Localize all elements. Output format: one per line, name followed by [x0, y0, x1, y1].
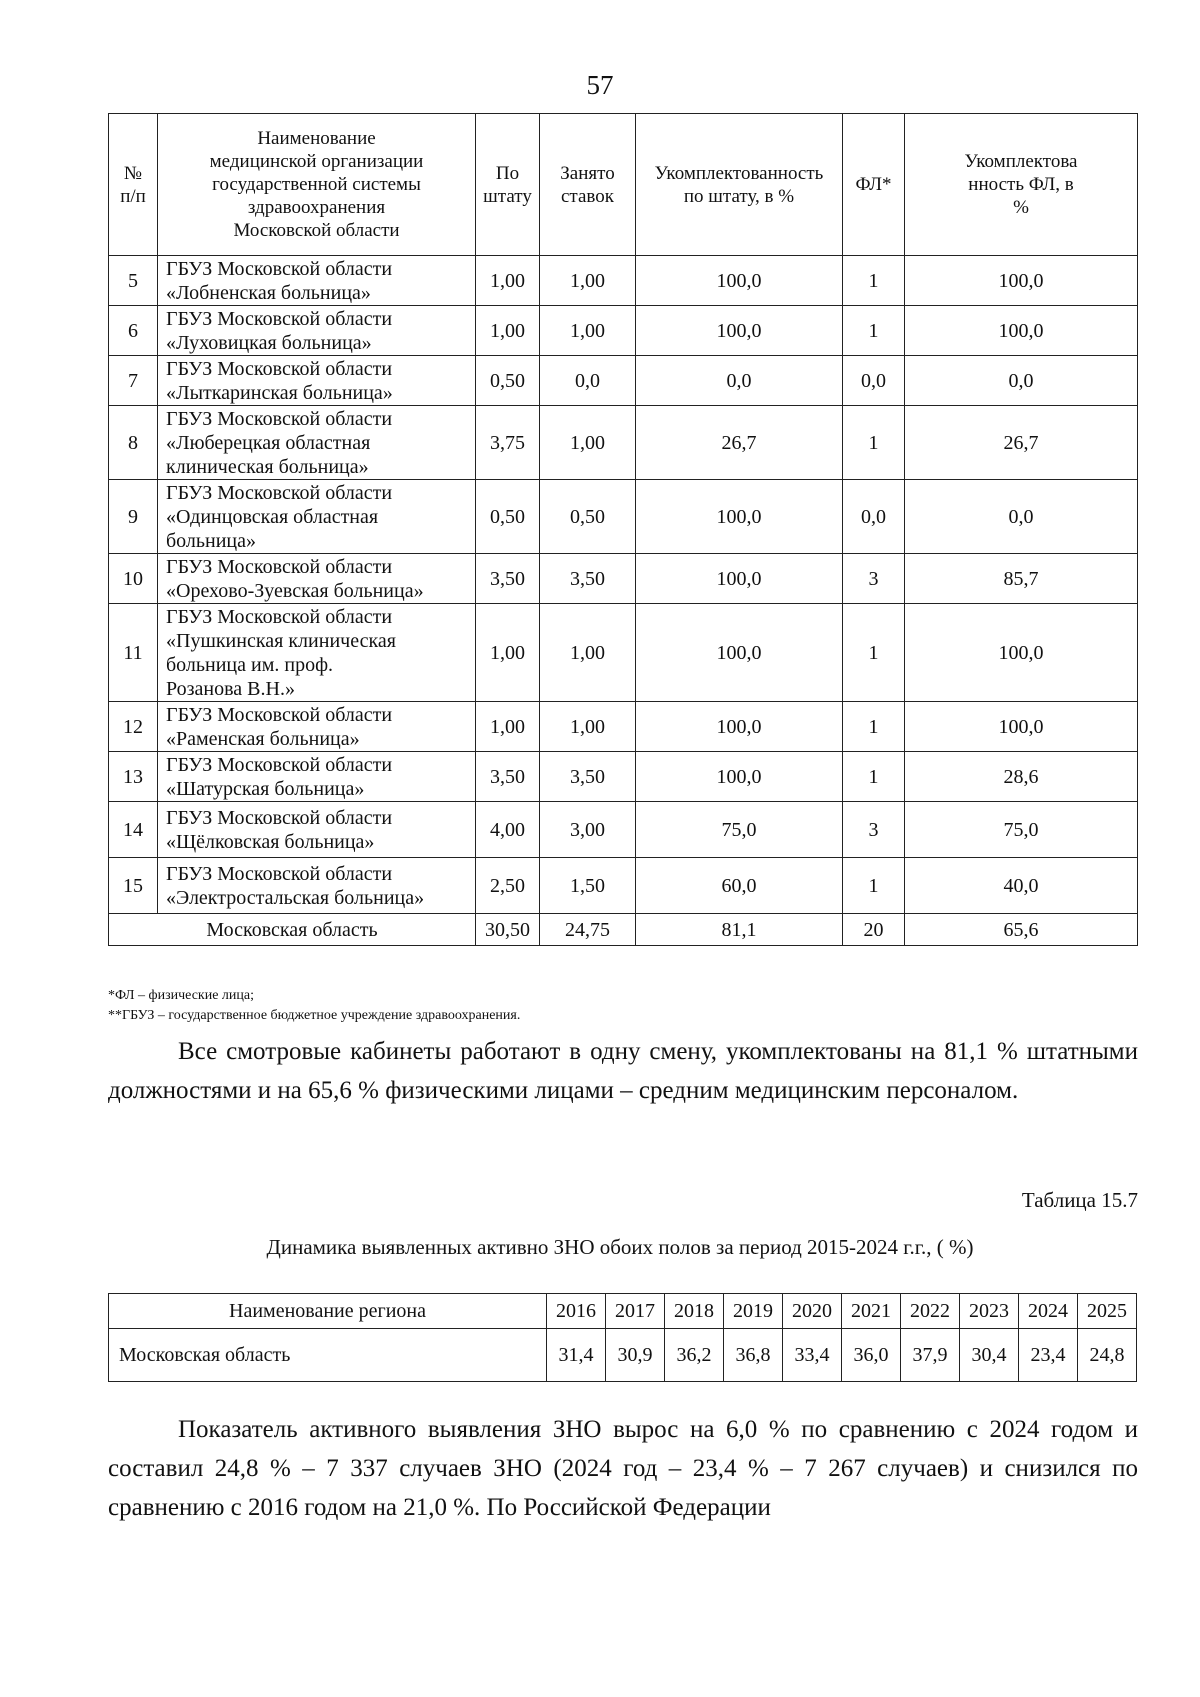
header-staff: По штату	[476, 114, 540, 256]
staff-positions: 4,00	[476, 802, 540, 858]
year-value: 24,8	[1078, 1329, 1137, 1382]
table-row	[109, 480, 1138, 554]
organization-name: ГБУЗ Московской области «Одинцовская областная больница»	[158, 480, 476, 554]
year-value: 36,8	[724, 1329, 783, 1382]
fl-count: 1	[843, 702, 905, 752]
table-row	[109, 256, 1138, 306]
table-row	[109, 604, 1138, 702]
header-fl-percent: Укомплектова нность ФЛ, в %	[905, 114, 1138, 256]
header-year: 2021	[842, 1294, 901, 1329]
organization-name: ГБУЗ Московской области «Шатурская больница»	[158, 752, 476, 802]
footnotes	[108, 986, 520, 1026]
total-percent: 81,1	[636, 914, 843, 946]
staff-percent: 0,0	[636, 356, 843, 406]
staff-positions: 1,00	[476, 702, 540, 752]
organization-name: ГБУЗ Московской области «Люберецкая областная клиническая больница»	[158, 406, 476, 480]
table-row	[109, 554, 1138, 604]
row-number: 9	[109, 480, 158, 554]
table-row	[109, 858, 1138, 914]
page-number: 57	[586, 70, 614, 100]
header-year: 2023	[960, 1294, 1019, 1329]
occupied-positions: 1,00	[540, 406, 636, 480]
total-staff: 30,50	[476, 914, 540, 946]
fl-percent: 0,0	[905, 356, 1138, 406]
total-fl: 20	[843, 914, 905, 946]
fl-percent: 75,0	[905, 802, 1138, 858]
fl-percent: 26,7	[905, 406, 1138, 480]
row-number: 12	[109, 702, 158, 752]
fl-percent: 0,0	[905, 480, 1138, 554]
staff-percent: 26,7	[636, 406, 843, 480]
fl-count: 3	[843, 554, 905, 604]
footnote-fl: *ФЛ – физические лица;	[108, 988, 254, 1003]
occupied-positions: 3,50	[540, 752, 636, 802]
staff-percent: 100,0	[636, 306, 843, 356]
detection-table	[108, 1293, 1137, 1382]
fl-count: 0,0	[843, 480, 905, 554]
year-value: 30,4	[960, 1329, 1019, 1382]
organization-name: ГБУЗ Московской области «Орехово-Зуевская больница»	[158, 554, 476, 604]
staff-percent: 100,0	[636, 604, 843, 702]
staff-percent: 60,0	[636, 858, 843, 914]
fl-count: 3	[843, 802, 905, 858]
row-number: 11	[109, 604, 158, 702]
year-value: 23,4	[1019, 1329, 1078, 1382]
staff-positions: 2,50	[476, 858, 540, 914]
row-number: 5	[109, 256, 158, 306]
fl-percent: 100,0	[905, 702, 1138, 752]
table-row	[109, 752, 1138, 802]
header-year: 2022	[901, 1294, 960, 1329]
row-number: 10	[109, 554, 158, 604]
staff-positions: 1,00	[476, 604, 540, 702]
table-row	[109, 1329, 1137, 1382]
row-number: 13	[109, 752, 158, 802]
fl-percent: 28,6	[905, 752, 1138, 802]
total-occupied: 24,75	[540, 914, 636, 946]
year-value: 31,4	[547, 1329, 606, 1382]
fl-percent: 100,0	[905, 256, 1138, 306]
header-year: 2018	[665, 1294, 724, 1329]
staff-percent: 100,0	[636, 702, 843, 752]
header-occupied: Занято ставок	[540, 114, 636, 256]
row-number: 7	[109, 356, 158, 406]
fl-count: 1	[843, 256, 905, 306]
organization-name: ГБУЗ Московской области «Луховицкая больница»	[158, 306, 476, 356]
table-header-row	[109, 1294, 1137, 1329]
occupied-positions: 0,0	[540, 356, 636, 406]
paragraph-detection: Показатель активного выявления ЗНО вырос на 6,0 % по сравнению с 2024 годом и составил 24,8 % – 7 337 случаев ЗНО (2024 год – 23,4 % – 7 267 случаев) и снизился по сравнению с 2016 годом на 21,0 %. По Российской Федерации	[108, 1416, 1138, 1521]
row-number: 14	[109, 802, 158, 858]
total-label: Московская область	[109, 914, 476, 946]
organization-name: ГБУЗ Московской области «Электростальская больница»	[158, 858, 476, 914]
header-year: 2024	[1019, 1294, 1078, 1329]
table-title: Динамика выявленных активно ЗНО обоих полов за период 2015-2024 г.г., ( %)	[266, 1235, 974, 1259]
fl-count: 1	[843, 406, 905, 480]
fl-count: 0,0	[843, 356, 905, 406]
header-number: № п/п	[109, 114, 158, 256]
table-row	[109, 356, 1138, 406]
staff-positions: 0,50	[476, 356, 540, 406]
header-fl: ФЛ*	[843, 114, 905, 256]
header-year: 2019	[724, 1294, 783, 1329]
occupied-positions: 3,00	[540, 802, 636, 858]
fl-count: 1	[843, 306, 905, 356]
occupied-positions: 0,50	[540, 480, 636, 554]
organization-name: ГБУЗ Московской области «Лыткаринская больница»	[158, 356, 476, 406]
organization-name: ГБУЗ Московской области «Раменская больница»	[158, 702, 476, 752]
staff-positions: 3,50	[476, 554, 540, 604]
header-year: 2020	[783, 1294, 842, 1329]
staffing-table	[108, 113, 1138, 946]
table-row	[109, 702, 1138, 752]
table-header-row	[109, 114, 1138, 256]
fl-count: 1	[843, 604, 905, 702]
organization-name: ГБУЗ Московской области «Лобненская больница»	[158, 256, 476, 306]
header-year: 2017	[606, 1294, 665, 1329]
organization-name: ГБУЗ Московской области «Пушкинская клиническая больница им. проф. Розанова В.Н.»	[158, 604, 476, 702]
row-number: 6	[109, 306, 158, 356]
fl-count: 1	[843, 858, 905, 914]
row-number: 8	[109, 406, 158, 480]
fl-percent: 100,0	[905, 306, 1138, 356]
header-year: 2025	[1078, 1294, 1137, 1329]
year-value: 33,4	[783, 1329, 842, 1382]
table-row	[109, 802, 1138, 858]
staff-positions: 3,50	[476, 752, 540, 802]
year-value: 36,0	[842, 1329, 901, 1382]
staff-percent: 100,0	[636, 256, 843, 306]
occupied-positions: 3,50	[540, 554, 636, 604]
header-region: Наименование региона	[109, 1294, 547, 1329]
header-staff-percent: Укомплектованность по штату, в %	[636, 114, 843, 256]
staff-percent: 100,0	[636, 480, 843, 554]
staff-positions: 1,00	[476, 306, 540, 356]
year-value: 37,9	[901, 1329, 960, 1382]
staff-positions: 0,50	[476, 480, 540, 554]
occupied-positions: 1,00	[540, 702, 636, 752]
staff-percent: 75,0	[636, 802, 843, 858]
region-name: Московская область	[109, 1329, 547, 1382]
year-value: 36,2	[665, 1329, 724, 1382]
organization-name: ГБУЗ Московской области «Щёлковская больница»	[158, 802, 476, 858]
staff-positions: 1,00	[476, 256, 540, 306]
table-row	[109, 306, 1138, 356]
fl-percent: 40,0	[905, 858, 1138, 914]
staff-percent: 100,0	[636, 554, 843, 604]
occupied-positions: 1,50	[540, 858, 636, 914]
occupied-positions: 1,00	[540, 256, 636, 306]
fl-percent: 100,0	[905, 604, 1138, 702]
occupied-positions: 1,00	[540, 604, 636, 702]
fl-percent: 85,7	[905, 554, 1138, 604]
table-row	[109, 406, 1138, 480]
occupied-positions: 1,00	[540, 306, 636, 356]
header-year: 2016	[547, 1294, 606, 1329]
paragraph-staffing: Все смотровые кабинеты работают в одну смену, укомплектованы на 81,1 % штатными должностями и на 65,6 % физическими лицами – средним медицинским персоналом.	[108, 1038, 1138, 1104]
header-organization: Наименование медицинской организации государственной системы здравоохранения Московской области	[158, 114, 476, 256]
year-value: 30,9	[606, 1329, 665, 1382]
staff-percent: 100,0	[636, 752, 843, 802]
table-label: Таблица 15.7	[1021, 1188, 1138, 1212]
row-number: 15	[109, 858, 158, 914]
fl-count: 1	[843, 752, 905, 802]
footnote-gbuz: **ГБУЗ – государственное бюджетное учреждение здравоохранения.	[108, 1008, 521, 1023]
total-fl-percent: 65,6	[905, 914, 1138, 946]
staff-positions: 3,75	[476, 406, 540, 480]
table-total-row	[109, 914, 1138, 946]
